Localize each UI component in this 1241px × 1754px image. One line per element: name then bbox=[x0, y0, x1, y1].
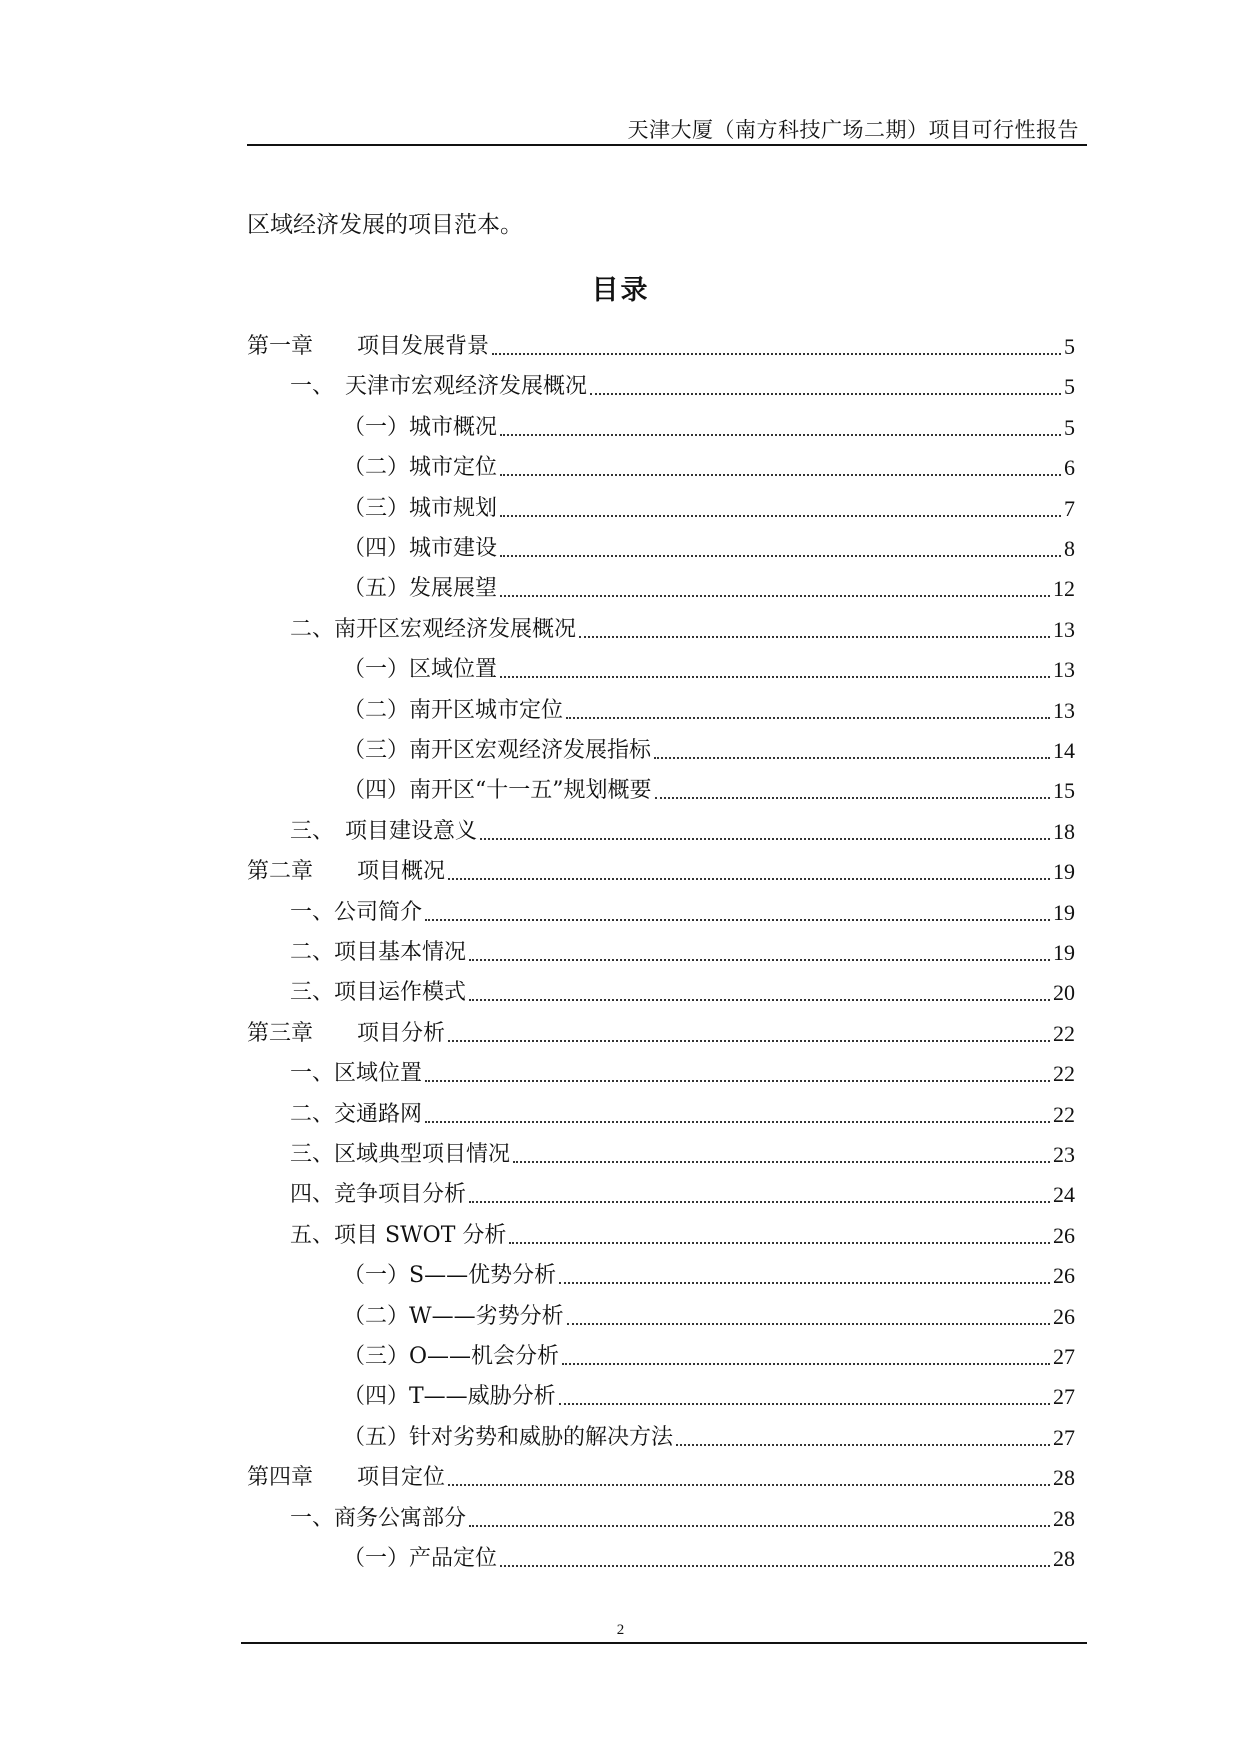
toc-entry-page: 19 bbox=[1053, 940, 1075, 965]
toc-entry-page: 22 bbox=[1053, 1061, 1075, 1086]
toc-dot-leader bbox=[425, 1080, 1050, 1082]
toc-dot-leader bbox=[655, 797, 1051, 799]
toc-entry-label: （五）针对劣势和威胁的解决方法 bbox=[343, 1425, 674, 1450]
toc-entry-page: 22 bbox=[1053, 1021, 1075, 1046]
toc-dot-leader bbox=[500, 676, 1050, 678]
toc-entry-page: 19 bbox=[1053, 859, 1075, 884]
toc-dot-leader bbox=[500, 474, 1061, 476]
toc-dot-leader bbox=[676, 1444, 1050, 1446]
toc-entry-page: 18 bbox=[1053, 819, 1075, 844]
toc-entry-label: （三）南开区宏观经济发展指标 bbox=[343, 738, 652, 763]
toc-dot-leader bbox=[500, 515, 1061, 517]
toc-entry-label: 第一章 项目发展背景 bbox=[247, 334, 490, 359]
toc-entry-page: 28 bbox=[1053, 1465, 1075, 1490]
toc-entry[interactable] bbox=[343, 1251, 1075, 1291]
toc-entry[interactable] bbox=[343, 564, 1075, 604]
toc-entry[interactable] bbox=[290, 1494, 1075, 1534]
toc-entry[interactable] bbox=[290, 1130, 1075, 1170]
toc-entry-label: 五、项目 SWOT 分析 bbox=[290, 1223, 507, 1248]
toc-entry-label: （五）发展展望 bbox=[343, 576, 498, 601]
toc-entry[interactable] bbox=[343, 645, 1075, 685]
toc-dot-leader bbox=[513, 1161, 1050, 1163]
toc-entry-page: 19 bbox=[1053, 900, 1075, 925]
toc-entry[interactable] bbox=[343, 1534, 1075, 1574]
toc-entry-label: （一）产品定位 bbox=[343, 1546, 498, 1571]
toc-dot-leader bbox=[654, 757, 1050, 759]
toc-entry-label: （二）W——劣势分析 bbox=[343, 1304, 564, 1329]
toc-entry-label: 四、竞争项目分析 bbox=[290, 1182, 467, 1207]
toc-entry[interactable] bbox=[290, 807, 1075, 847]
toc-dot-leader bbox=[448, 1040, 1050, 1042]
toc-entry-page: 22 bbox=[1053, 1102, 1075, 1127]
intro-text: 区域经济发展的项目范本。 bbox=[247, 212, 523, 238]
toc-entry[interactable] bbox=[343, 524, 1075, 564]
toc-dot-leader bbox=[567, 1323, 1050, 1325]
toc-dot-leader bbox=[469, 1201, 1050, 1203]
toc-entry[interactable] bbox=[247, 322, 1075, 362]
toc-entry-page: 13 bbox=[1053, 617, 1075, 642]
toc-dot-leader bbox=[559, 1282, 1050, 1284]
toc-dot-leader bbox=[579, 636, 1050, 638]
toc-entry[interactable] bbox=[290, 1049, 1075, 1089]
toc-entry[interactable] bbox=[290, 1170, 1075, 1210]
toc-dot-leader bbox=[500, 555, 1061, 557]
toc-entry-label: 二、项目基本情况 bbox=[290, 940, 467, 965]
toc-entry-page: 5 bbox=[1064, 334, 1075, 359]
toc-entry-label: 一、公司简介 bbox=[290, 900, 423, 925]
toc-dot-leader bbox=[448, 1484, 1050, 1486]
toc-entry-page: 15 bbox=[1053, 778, 1075, 803]
toc-entry-page: 6 bbox=[1064, 455, 1075, 480]
toc-entry-label: 一、区域位置 bbox=[290, 1061, 423, 1086]
toc-entry[interactable] bbox=[343, 484, 1075, 524]
toc-entry-page: 13 bbox=[1053, 698, 1075, 723]
toc-entry-page: 23 bbox=[1053, 1142, 1075, 1167]
toc-entry-label: 三、 项目建设意义 bbox=[290, 819, 478, 844]
toc-entry[interactable] bbox=[290, 1211, 1075, 1251]
toc-entry[interactable] bbox=[343, 1292, 1075, 1332]
toc-entry[interactable] bbox=[343, 766, 1075, 806]
footer-rule bbox=[241, 1642, 1087, 1644]
toc-dot-leader bbox=[509, 1242, 1050, 1244]
toc-entry-label: （一）城市概况 bbox=[343, 415, 498, 440]
header-title: 天津大厦（南方科技广场二期）项目可行性报告 bbox=[627, 118, 1079, 142]
toc-entry-label: （四）城市建设 bbox=[343, 536, 498, 561]
toc-entry[interactable] bbox=[290, 968, 1075, 1008]
toc-entry-page: 5 bbox=[1064, 415, 1075, 440]
page-header bbox=[247, 112, 1087, 146]
toc-entry-page: 27 bbox=[1053, 1384, 1075, 1409]
toc-entry-label: （四）T——威胁分析 bbox=[343, 1384, 556, 1409]
toc-entry-label: （三）O——机会分析 bbox=[343, 1344, 560, 1369]
toc-dot-leader bbox=[425, 1121, 1050, 1123]
toc-entry-label: （一）S——优势分析 bbox=[343, 1263, 557, 1288]
toc-entry-page: 5 bbox=[1064, 374, 1075, 399]
toc-entry-page: 26 bbox=[1053, 1223, 1075, 1248]
toc-entry[interactable] bbox=[343, 726, 1075, 766]
toc-entry-label: 三、项目运作模式 bbox=[290, 980, 467, 1005]
toc-entry[interactable] bbox=[290, 888, 1075, 928]
toc-entry-page: 24 bbox=[1053, 1182, 1075, 1207]
toc-dot-leader bbox=[492, 353, 1061, 355]
toc-dot-leader bbox=[500, 595, 1050, 597]
toc-entry[interactable] bbox=[343, 403, 1075, 443]
toc-entry-label: （三）城市规划 bbox=[343, 496, 498, 521]
toc-entry[interactable] bbox=[247, 1009, 1075, 1049]
toc-entry-label: 第四章 项目定位 bbox=[247, 1465, 446, 1490]
toc-entry-label: 二、南开区宏观经济发展概况 bbox=[290, 617, 577, 642]
toc-entry[interactable] bbox=[247, 847, 1075, 887]
toc-entry[interactable] bbox=[343, 1332, 1075, 1372]
toc-entry[interactable] bbox=[290, 605, 1075, 645]
toc-dot-leader bbox=[480, 838, 1050, 840]
toc-entry[interactable] bbox=[343, 1372, 1075, 1412]
toc-entry-page: 26 bbox=[1053, 1263, 1075, 1288]
toc-entry-page: 12 bbox=[1053, 576, 1075, 601]
toc-entry-label: （二）南开区城市定位 bbox=[343, 698, 564, 723]
toc-dot-leader bbox=[590, 393, 1061, 395]
toc-entry-label: 第三章 项目分析 bbox=[247, 1021, 446, 1046]
toc-entry-label: 一、 天津市宏观经济发展概况 bbox=[290, 374, 588, 399]
toc-entry[interactable] bbox=[290, 928, 1075, 968]
toc-entry-page: 14 bbox=[1053, 738, 1075, 763]
toc-dot-leader bbox=[469, 999, 1050, 1001]
toc-entry-label: （四）南开区“十一五”规划概要 bbox=[343, 778, 652, 803]
toc-entry[interactable] bbox=[343, 686, 1075, 726]
toc-dot-leader bbox=[500, 1565, 1050, 1567]
toc-entry-label: 三、区域典型项目情况 bbox=[290, 1142, 511, 1167]
toc-entry-page: 27 bbox=[1053, 1344, 1075, 1369]
toc-entry[interactable] bbox=[290, 1090, 1075, 1130]
toc-entry-label: 一、商务公寓部分 bbox=[290, 1506, 467, 1531]
toc-entry-page: 20 bbox=[1053, 980, 1075, 1005]
toc-dot-leader bbox=[562, 1363, 1050, 1365]
toc-entry-label: （一）区域位置 bbox=[343, 657, 498, 682]
toc-entry-label: 二、交通路网 bbox=[290, 1102, 423, 1127]
toc-entry-page: 13 bbox=[1053, 657, 1075, 682]
toc-dot-leader bbox=[448, 878, 1050, 880]
toc-entry-page: 28 bbox=[1053, 1506, 1075, 1531]
toc-entry-label: （二）城市定位 bbox=[343, 455, 498, 480]
toc-entry-page: 26 bbox=[1053, 1304, 1075, 1329]
toc-entry[interactable] bbox=[343, 443, 1075, 483]
toc-dot-leader bbox=[559, 1403, 1050, 1405]
page-number: 2 bbox=[616, 1622, 625, 1638]
toc-entry-page: 8 bbox=[1064, 536, 1075, 561]
toc-entry-page: 27 bbox=[1053, 1425, 1075, 1450]
toc-dot-leader bbox=[425, 919, 1050, 921]
toc-entry[interactable] bbox=[290, 362, 1075, 402]
toc-entry-page: 7 bbox=[1064, 496, 1075, 521]
toc-dot-leader bbox=[469, 1525, 1050, 1527]
toc-heading: 目录 bbox=[591, 275, 650, 306]
toc-entry[interactable] bbox=[247, 1453, 1075, 1493]
toc-dot-leader bbox=[469, 959, 1050, 961]
toc-dot-leader bbox=[566, 717, 1050, 719]
toc-entry[interactable] bbox=[343, 1413, 1075, 1453]
toc-dot-leader bbox=[500, 434, 1061, 436]
toc-entry-page: 28 bbox=[1053, 1546, 1075, 1571]
toc-entry-label: 第二章 项目概况 bbox=[247, 859, 446, 884]
